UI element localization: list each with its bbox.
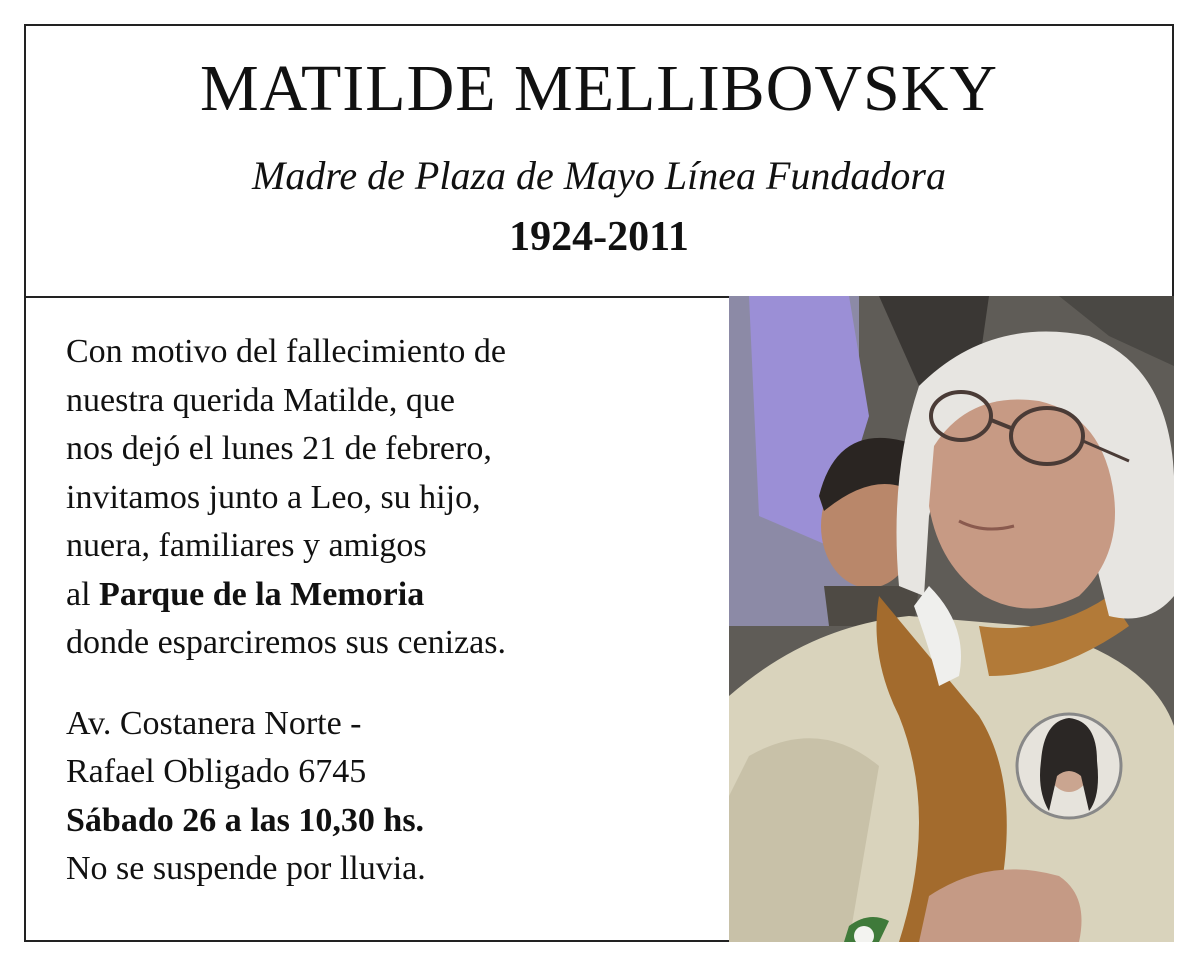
message-line-1: Con motivo del fallecimiento de <box>66 333 507 370</box>
message-line-6 <box>66 571 706 620</box>
notice-body <box>66 328 706 894</box>
message-line-7: donde esparciremos sus cenizas. <box>66 624 506 661</box>
address-line-1: Av. Costanera Norte - <box>66 704 362 742</box>
deceased-name: MATILDE MELLIBOVSKY <box>199 52 999 125</box>
deceased-subtitle: Madre de Plaza de Mayo Línea Fundadora <box>252 153 946 198</box>
rain-note: No se suspende por lluvia. <box>66 850 426 887</box>
address-line-2: Rafael Obligado 6745 <box>66 753 367 790</box>
place-name: Parque de la Memoria <box>99 575 425 613</box>
message-line-2: nuestra querida Matilde, que <box>66 381 455 419</box>
portrait-illustration <box>729 296 1174 942</box>
event-datetime: Sábado 26 a las 10,30 hs. <box>66 801 425 839</box>
message-line-5: nuera, familiares y amigos <box>66 527 427 564</box>
message-line-4: invitamos junto a Leo, su hijo, <box>66 478 481 516</box>
place-prefix: al <box>66 575 100 613</box>
life-years: 1924-2011 <box>509 214 689 260</box>
portrait-photo <box>729 296 1174 942</box>
obituary-notice <box>24 24 1174 942</box>
message-line-3: nos dejó el lunes 21 de febrero, <box>66 430 492 467</box>
notice-header <box>26 26 1172 298</box>
